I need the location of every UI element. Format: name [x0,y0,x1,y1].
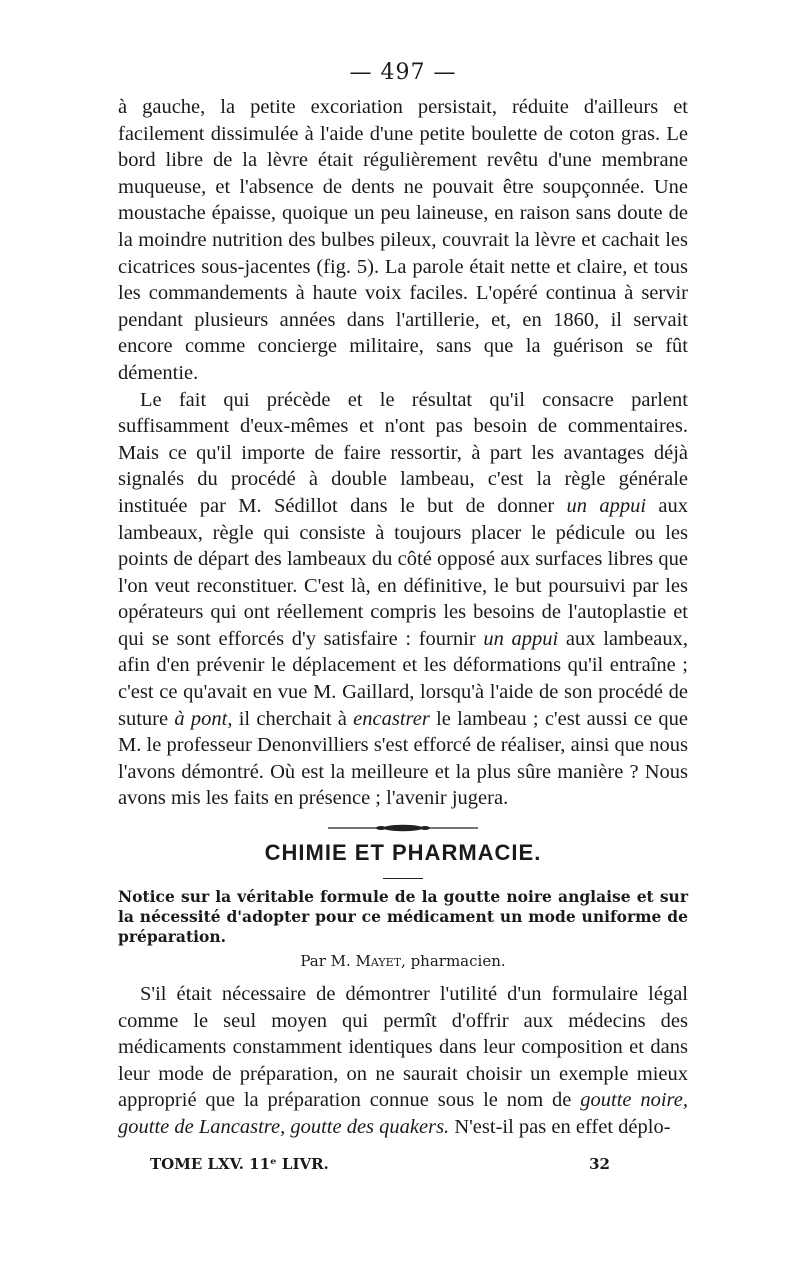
author-line [118,951,688,971]
text-segment: aux lambeaux, règle qui consiste à toujours placer le pédicule ou les points de départ des lambeaux du côté opposé aux surfaces libres que l'on veut reconstituer. C'est là, en définitive, le but poursuivi par les opérateurs qui ont réellement compris les besoins de l'autoplastie et qui se sont efforcés d'y satisfaire : fournir [118,494,689,650]
footer-signature: 32 [589,1155,610,1173]
body-text-2 [118,981,688,1141]
italic-segment: goutte de Lancastre, goutte des quakers. [118,1116,450,1138]
ornament-icon [328,822,478,834]
footer-volume: TOME LXV. 11ᵉ LIVR. [150,1155,329,1173]
text-segment: aux lambeaux, afin d'en prévenir le déplacement et les déformations qu'il entraîne ; c'est ce qu'avait en vue M. Gaillard, lorsqu'à l'aide de son procédé de suture [118,627,689,730]
italic-segment: goutte noire, [580,1089,688,1112]
short-divider [383,878,423,879]
section-title: CHIMIE ET PHARMACIE. [264,840,542,866]
italic-segment: un appui [483,627,559,650]
paragraph-1: à gauche, la petite excoriation persistait, réduite d'ailleurs et facilement dissimulée à l'aide d'une petite boulette de coton gras. Le bord libre de la lèvre était régulièrement revêtu d'une membrane muqueuse, et l'absence de dents ne pouvait être soupçonnée. Une moustache épaisse, quoique un peu laineuse, en raison sans doute de la moindre nutrition des bulbes pileux, couvrait la lèvre et cachait les cicatrices sous-jacentes (fig. 5). La parole était nette et claire, et tous les commandements à haute voix faciles. L'opéré continua à servir pendant plusieurs années dans l'artillerie, et, en 1860, il servait encore comme concierge militaire, sans que la guérison se fût démentie. [118,96,688,384]
text-segment: Le fait qui précède et le résultat qu'il consacre parlent suffisamment d'eux-mêmes et n'ont pas besoin de commentaires. Mais ce qu'il importe de faire ressortir, à part les avantages déjà signalés du procédé à double lambeau, c'est la règle générale instituée par M. Sédillot dans le but de donner [118,388,688,517]
decorative-divider [328,822,478,834]
page-footer [150,1155,610,1173]
body-text [118,94,688,812]
italic-segment: encastrer [353,707,430,730]
notice-title: Notice sur la véritable formule de la goutte noire anglaise et sur la nécessité d'adopter pour ce médicament un mode uniforme de préparation. [118,887,688,947]
text-segment: N'est-il pas en effet déplo- [449,1116,671,1138]
author-prefix: Par M. [300,952,356,971]
text-segment: il cherchait à [232,707,354,730]
paragraph-2 [118,387,688,813]
italic-segment: un appui [566,494,647,517]
author-suffix: , pharmacien. [401,952,506,971]
paragraph-3 [118,981,688,1141]
text-segment: S'il était nécessaire de démontrer l'utilité d'un formulaire légal comme le seul moyen qui permît d'offrir aux médecins des médicaments constamment identiques dans leur composition et dans leur mode de préparation, on ne saurait choisir un exemple mieux approprié que la préparation connue sous le nom de [118,983,688,1112]
italic-segment: à pont, [174,707,233,730]
text-segment: le lambeau ; c'est aussi ce que M. le professeur Denonvilliers s'est efforcé de réaliser, ainsi que nous l'avons démontré. Où est la meilleure et la plus sûre manière ? Nous avons mis les faits en présence ; l'avenir jugera. [118,707,688,810]
author-name: Mayet [355,952,402,971]
page-content [118,58,688,1141]
page-number: — 497 — [349,60,457,85]
